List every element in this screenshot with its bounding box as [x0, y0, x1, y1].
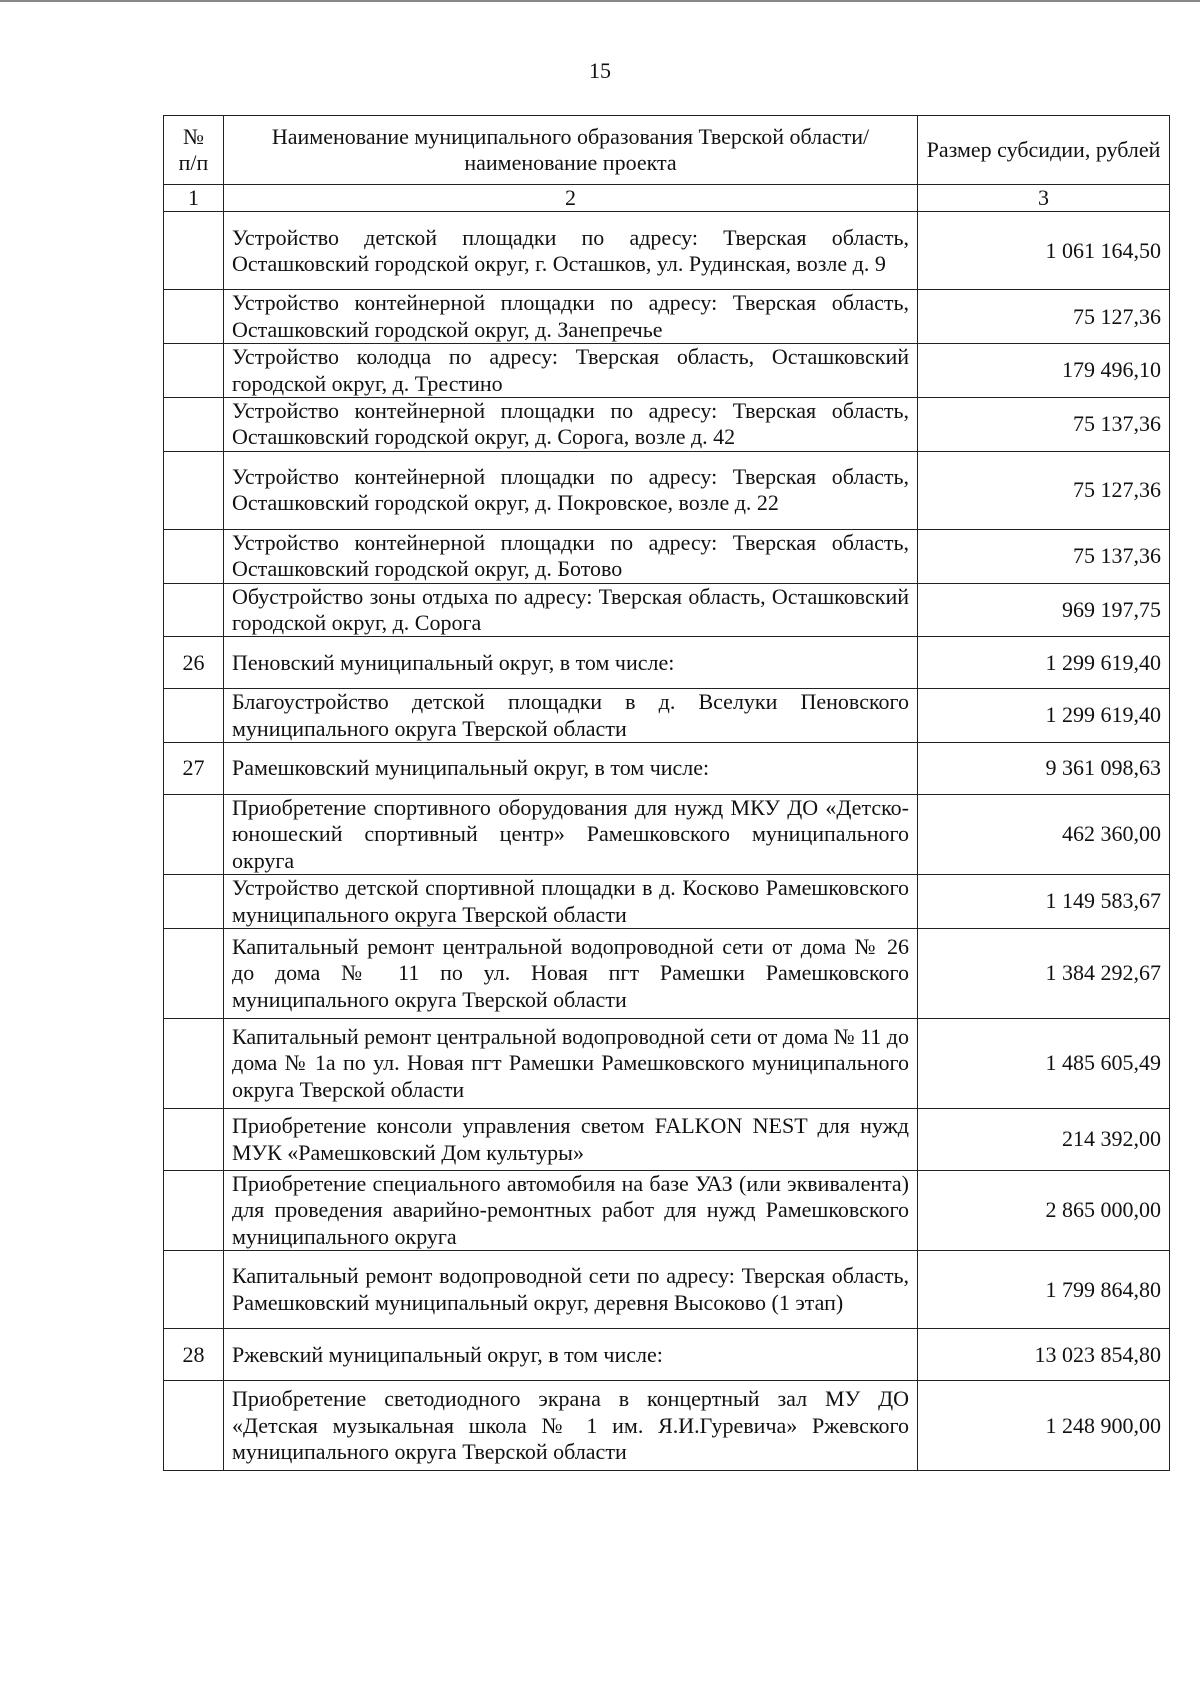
row-amount: 1 799 864,80 [918, 1251, 1170, 1329]
row-amount: 1 299 619,40 [918, 689, 1170, 743]
row-number [164, 397, 224, 451]
project-row [164, 212, 1170, 290]
project-row [164, 1171, 1170, 1251]
row-amount: 1 149 583,67 [918, 875, 1170, 929]
row-name: Приобретение светодиодного экрана в концертный зал МУ ДО «Детская музыкальная школа № 1 им. Я.И.Гуревича» Ржевского муниципального округа Тверской области [224, 1381, 918, 1471]
row-amount: 1 061 164,50 [918, 212, 1170, 290]
project-row [164, 583, 1170, 637]
row-amount: 2 865 000,00 [918, 1171, 1170, 1251]
row-number [164, 529, 224, 583]
page-number: 15 [589, 58, 611, 83]
project-row [164, 1109, 1170, 1171]
column-index: 1 [164, 185, 224, 212]
row-amount: 1 248 900,00 [918, 1381, 1170, 1471]
row-name: Устройство контейнерной площадки по адресу: Тверская область, Осташковский городской округ, д. Занепречье [224, 290, 918, 344]
column-index-row [164, 185, 1170, 212]
project-row [164, 1381, 1170, 1471]
row-name: Пеновский муниципальный округ, в том числе: [224, 637, 918, 689]
district-row [164, 637, 1170, 689]
row-number [164, 1381, 224, 1471]
row-number: 26 [164, 637, 224, 689]
project-row [164, 1251, 1170, 1329]
row-name: Устройство контейнерной площадки по адресу: Тверская область, Осташковский городской округ, д. Ботово [224, 529, 918, 583]
district-row [164, 743, 1170, 795]
row-number: 27 [164, 743, 224, 795]
project-row [164, 397, 1170, 451]
column-index: 3 [918, 185, 1170, 212]
row-name: Капитальный ремонт центральной водопроводной сети от дома № 26 до дома № 11 по ул. Новая пгт Рамешки Рамешковского муниципального округа Тверской области [224, 929, 918, 1019]
header-name: Наименование муниципального образования Тверской области/наименование проекта [224, 116, 918, 185]
row-name: Устройство контейнерной площадки по адресу: Тверская область, Осташковский городской округ, д. Сорога, возле д. 42 [224, 397, 918, 451]
row-name: Устройство колодца по адресу: Тверская область, Осташковский городской округ, д. Трестино [224, 344, 918, 398]
row-name: Приобретение консоли управления светом FALKON NEST для нужд МУК «Рамешковский Дом культуры» [224, 1109, 918, 1171]
project-row [164, 875, 1170, 929]
row-number [164, 1019, 224, 1109]
row-name: Обустройство зоны отдыха по адресу: Тверская область, Осташковский городской округ, д. Сорога [224, 583, 918, 637]
project-row [164, 795, 1170, 875]
row-amount: 75 127,36 [918, 451, 1170, 529]
row-number [164, 795, 224, 875]
row-name: Капитальный ремонт центральной водопроводной сети от дома № 11 до дома № 1а по ул. Новая пгт Рамешки Рамешковского муниципального округа Тверской области [224, 1019, 918, 1109]
row-number [164, 929, 224, 1019]
row-amount: 462 360,00 [918, 795, 1170, 875]
row-name: Ржевский муниципальный округ, в том числе: [224, 1329, 918, 1381]
project-row [164, 529, 1170, 583]
row-number [164, 583, 224, 637]
row-number [164, 344, 224, 398]
row-number [164, 1171, 224, 1251]
row-number [164, 875, 224, 929]
project-row [164, 290, 1170, 344]
table-header-row [164, 116, 1170, 185]
row-amount: 969 197,75 [918, 583, 1170, 637]
row-amount: 13 023 854,80 [918, 1329, 1170, 1381]
row-amount: 75 137,36 [918, 529, 1170, 583]
row-name: Устройство детской площадки по адресу: Тверская область, Осташковский городской округ, г. Осташков, ул. Рудинская, возле д. 9 [224, 212, 918, 290]
row-amount: 75 127,36 [918, 290, 1170, 344]
row-name: Приобретение спортивного оборудования для нужд МКУ ДО «Детско-юношеский спортивный центр» Рамешковского муниципального округа [224, 795, 918, 875]
row-name: Приобретение специального автомобиля на базе УАЗ (или эквивалента) для проведения аварийно-ремонтных работ для нужд Рамешковского муниципального округа [224, 1171, 918, 1251]
row-name: Устройство контейнерной площадки по адресу: Тверская область, Осташковский городской округ, д. Покровское, возле д. 22 [224, 451, 918, 529]
row-name: Благоустройство детской площадки в д. Вселуки Пеновского муниципального округа Тверской области [224, 689, 918, 743]
row-name: Капитальный ремонт водопроводной сети по адресу: Тверская область, Рамешковский муниципальный округ, деревня Высоково (1 этап) [224, 1251, 918, 1329]
row-number [164, 1251, 224, 1329]
header-amount: Размер субсидии, рублей [918, 116, 1170, 185]
row-number [164, 290, 224, 344]
project-row [164, 344, 1170, 398]
column-index: 2 [224, 185, 918, 212]
project-row [164, 929, 1170, 1019]
row-amount: 9 361 098,63 [918, 743, 1170, 795]
row-number [164, 212, 224, 290]
row-amount: 214 392,00 [918, 1109, 1170, 1171]
district-row [164, 1329, 1170, 1381]
header-num: № п/п [164, 116, 224, 185]
row-amount: 179 496,10 [918, 344, 1170, 398]
row-amount: 1 299 619,40 [918, 637, 1170, 689]
project-row [164, 689, 1170, 743]
row-name: Рамешковский муниципальный округ, в том числе: [224, 743, 918, 795]
project-row [164, 1019, 1170, 1109]
row-name: Устройство детской спортивной площадки в д. Косково Рамешковского муниципального округа Тверской области [224, 875, 918, 929]
project-row [164, 451, 1170, 529]
subsidy-table [163, 115, 1170, 1471]
row-amount: 1 384 292,67 [918, 929, 1170, 1019]
row-amount: 1 485 605,49 [918, 1019, 1170, 1109]
row-number [164, 689, 224, 743]
row-number: 28 [164, 1329, 224, 1381]
row-number [164, 451, 224, 529]
scan-edge-line [0, 0, 1200, 2]
row-amount: 75 137,36 [918, 397, 1170, 451]
row-number [164, 1109, 224, 1171]
